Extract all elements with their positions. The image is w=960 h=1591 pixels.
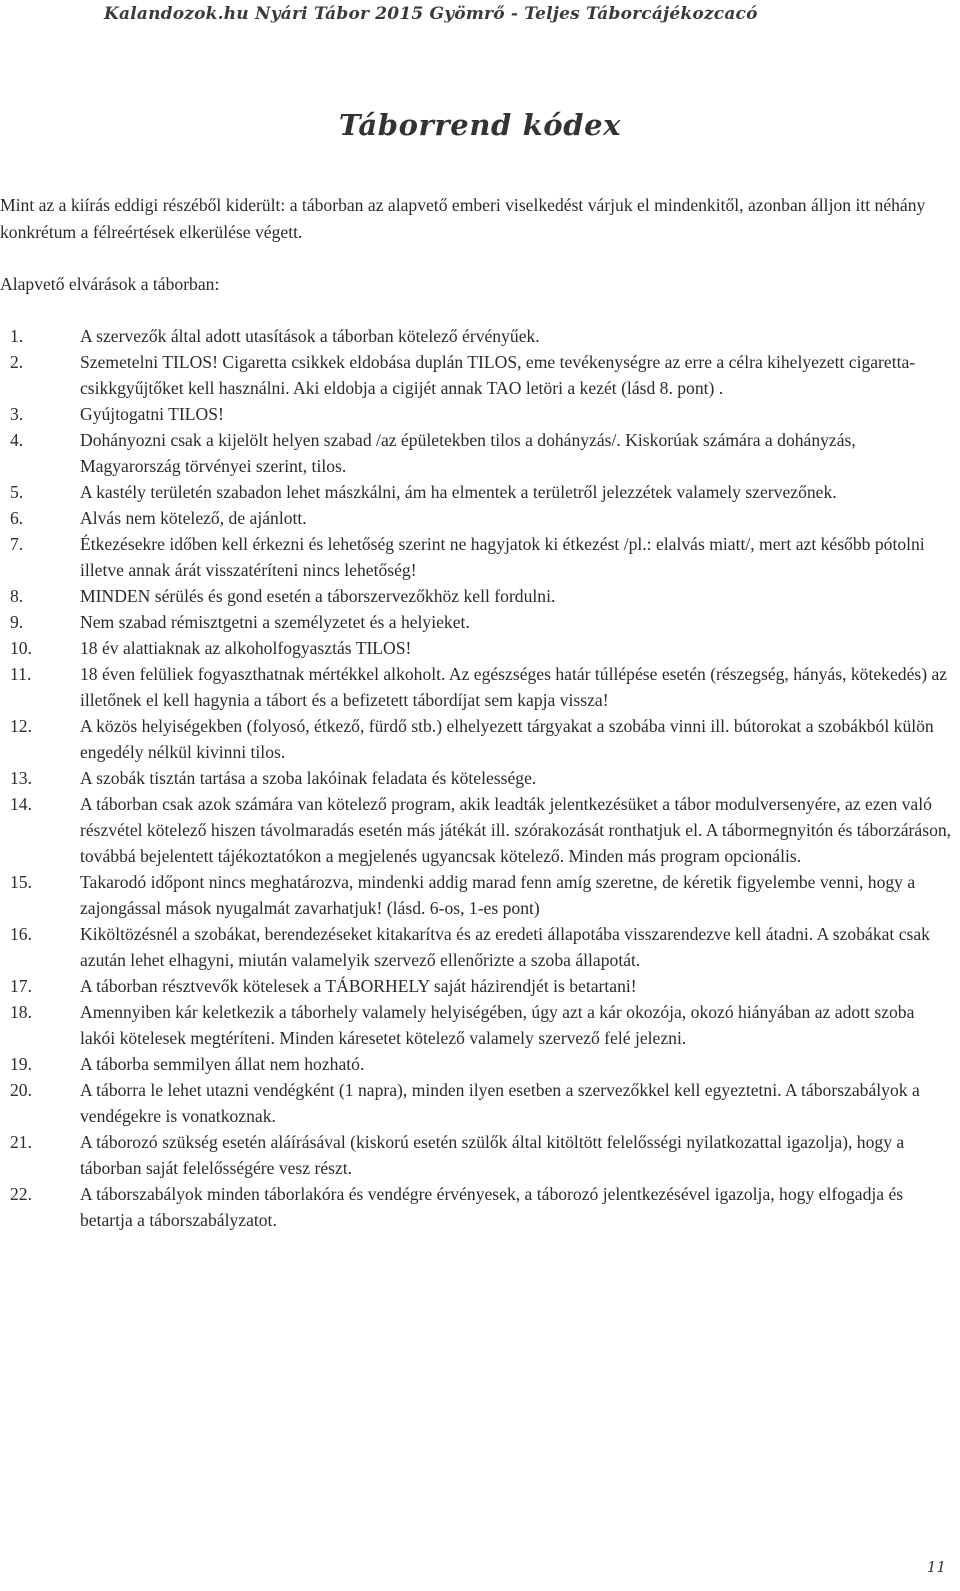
rule-text: Kiköltözésnél a szobákat, berendezéseket kitakarítva és az eredeti állapotába visszarendezve kell átadni. A szobákat csak azután lehet elhagyni, miután valamelyik szervező ellenőrizte a szoba állapotát.	[80, 924, 930, 970]
list-item	[0, 1181, 952, 1233]
rule-text: A táborra le lehet utazni vendégként (1 napra), minden ilyen esetben a szervezőkkel kell egyeztetni. A táborszabályok a vendégekre is vonatkoznak.	[80, 1080, 920, 1126]
list-item	[0, 401, 952, 427]
rule-number: 22.	[10, 1184, 32, 1204]
rule-number: 10.	[10, 638, 32, 658]
rule-number: 17.	[10, 976, 32, 996]
rule-number: 16.	[10, 924, 32, 944]
rule-number: 5.	[10, 482, 24, 502]
rule-number: 14.	[10, 794, 32, 814]
list-item	[0, 635, 952, 661]
rule-text: Étkezésekre időben kell érkezni és lehetőség szerint ne hagyjatok ki étkezést /pl.: elalvás miatt/, mert azt később pótolni illetve annak árát visszatéríteni nincs lehetőség!	[80, 534, 925, 580]
list-item	[0, 999, 952, 1051]
list-item	[0, 323, 952, 349]
list-item	[0, 791, 952, 869]
rule-text: 18 év alattiaknak az alkoholfogyasztás TILOS!	[80, 638, 412, 658]
rule-text: Szemetelni TILOS! Cigaretta csikkek eldobása duplán TILOS, eme tevékenységre az erre a célra kihelyezett cigaretta-csikkgyűjtőket kell használni. Aki eldobja a cigijét annak TAO letöri a kezét (lásd 8. pont) .	[80, 352, 916, 398]
list-item	[0, 1077, 952, 1129]
rule-number: 8.	[10, 586, 24, 606]
rule-number: 3.	[10, 404, 24, 424]
rule-number: 1.	[10, 326, 24, 346]
list-item	[0, 1051, 952, 1077]
rule-number: 19.	[10, 1054, 32, 1074]
rules-subheading: Alapvető elvárások a táborban:	[0, 274, 220, 294]
rule-number: 20.	[10, 1080, 32, 1100]
rule-number: 4.	[10, 430, 24, 450]
rule-text: MINDEN sérülés és gond esetén a táborszervezőkhöz kell fordulni.	[80, 586, 556, 606]
list-item	[0, 427, 952, 479]
rule-text: 18 éven felüliek fogyaszthatnak mértékkel alkoholt. Az egészséges határ túllépése esetén (részegség, hányás, kötekedés) az illetőnek el kell hagynia a tábort és a befizetett tábordíjat sem kapja vissza!	[80, 664, 948, 710]
rule-text: A szervezők által adott utasítások a táborban kötelező érvényűek.	[80, 326, 540, 346]
rule-number: 12.	[10, 716, 32, 736]
page-title: Táborrend kódex	[338, 108, 622, 142]
rule-number: 13.	[10, 768, 32, 788]
rule-number: 6.	[10, 508, 24, 528]
list-item	[0, 583, 952, 609]
list-item	[0, 349, 952, 401]
list-item	[0, 1129, 952, 1181]
rule-number: 2.	[10, 352, 24, 372]
rule-text: A táborszabályok minden táborlakóra és vendégre érvényesek, a táborozó jelentkezésével igazolja, hogy elfogadja és betartja a táborszabályzatot.	[80, 1184, 904, 1230]
page-header: Kalandozok.hu Nyári Tábor 2015 Gyömrő - Teljes Táborcájékozcacó	[104, 4, 758, 24]
rules-list	[0, 323, 952, 1233]
rule-text: A táborozó szükség esetén aláírásával (kiskorú esetén szülők által kitöltött felelősségi nyilatkozattal igazolja), hogy a táborban saját felelősségére vesz részt.	[80, 1132, 905, 1178]
rule-text: Gyújtogatni TILOS!	[80, 404, 224, 424]
rule-text: A táborban csak azok számára van kötelező program, akik leadták jelentkezésüket a tábor modulversenyére, az ezen való részvétel kötelező hiszen távolmaradás esetén más játékát ill. szórakozását ronthatjuk el. A tábormegnyitón és táborzáráson, továbbá bejelentett tájékoztatókon a megjelenés ugyancsak kötelező. Minden más program opcionális.	[80, 794, 952, 866]
list-item	[0, 661, 952, 713]
list-item	[0, 869, 952, 921]
rule-number: 18.	[10, 1002, 32, 1022]
list-item	[0, 505, 952, 531]
page-number: 11	[926, 1558, 946, 1576]
rule-text: Amennyiben kár keletkezik a táborhely valamely helyiségében, úgy azt a kár okozója, okozó hiányában az adott szoba lakói kötelesek megtéríteni. Minden káresetet kötelező valamely szervező felé jelezni.	[80, 1002, 915, 1048]
list-item	[0, 921, 952, 973]
rule-text: Takarodó időpont nincs meghatározva, mindenki addig marad fenn amíg szeretne, de kéretik figyelembe venni, hogy a zajongással mások nyugalmát zavarhatjuk! (lásd. 6-os, 1-es pont)	[80, 872, 916, 918]
rule-text: A táborba semmilyen állat nem hozható.	[80, 1054, 365, 1074]
rule-text: A szobák tisztán tartása a szoba lakóinak feladata és kötelessége.	[80, 768, 537, 788]
rule-number: 11.	[10, 664, 32, 684]
rule-number: 15.	[10, 872, 32, 892]
rule-text: A közös helyiségekben (folyosó, étkező, fürdő stb.) elhelyezett tárgyakat a szobába vinni ill. bútorokat a szobákból külön engedély nélkül kivinni tilos.	[80, 716, 934, 762]
list-item	[0, 531, 952, 583]
list-item	[0, 973, 952, 999]
rule-text: Dohányozni csak a kijelölt helyen szabad /az épületekben tilos a dohányzás/. Kiskorúak számára a dohányzás, Magyarország törvényei szerint, tilos.	[80, 430, 856, 476]
list-item	[0, 713, 952, 765]
list-item	[0, 765, 952, 791]
list-item	[0, 479, 952, 505]
rule-text: A táborban résztvevők kötelesek a TÁBORHELY saját házirendjét is betartani!	[80, 976, 637, 996]
rule-text: A kastély területén szabadon lehet mászkálni, ám ha elmentek a területről jelezzétek valamely szervezőnek.	[80, 482, 837, 502]
rule-number: 7.	[10, 534, 24, 554]
rule-number: 9.	[10, 612, 24, 632]
rule-text: Alvás nem kötelező, de ajánlott.	[80, 508, 307, 528]
rule-number: 21.	[10, 1132, 32, 1152]
intro-paragraph: Mint az a kiírás eddigi részéből kiderült: a táborban az alapvető emberi viselkedést várjuk el mindenkitől, azonban álljon itt néhány konkrétum a félreértések elkerülése végett.	[0, 195, 926, 242]
list-item	[0, 609, 952, 635]
rule-text: Nem szabad rémisztgetni a személyzetet és a helyieket.	[80, 612, 470, 632]
